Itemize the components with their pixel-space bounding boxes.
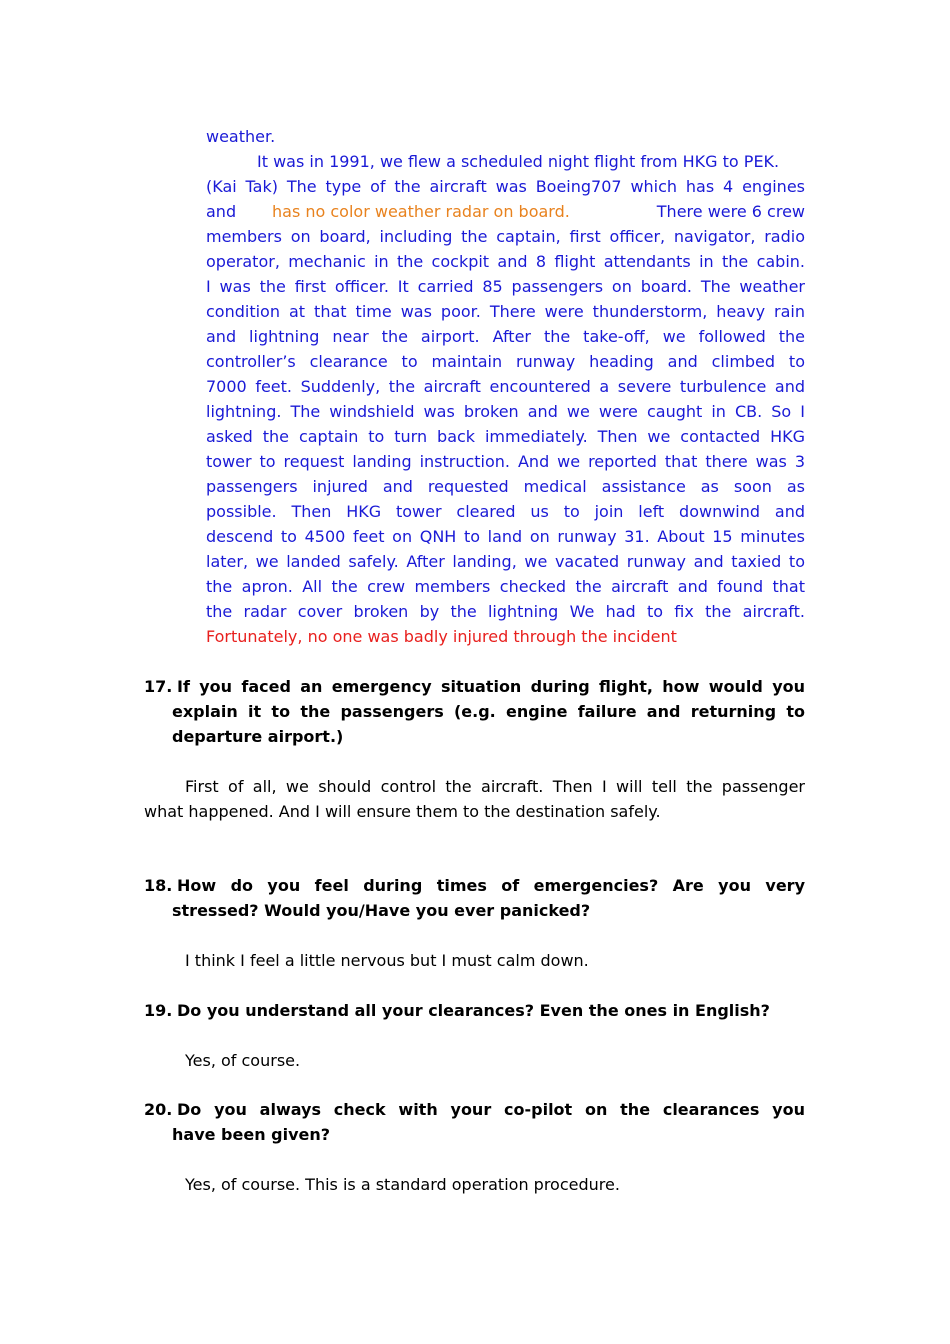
- question-number: 17.: [144, 677, 173, 696]
- story-line: possible. Then HKG tower cleared us to join left downwind and: [206, 502, 805, 521]
- answer-17: First of all, we should control the aircraft. Then I will tell the passenger: [185, 777, 805, 796]
- story-line: asked the captain to turn back immediately. Then we contacted HKG: [206, 427, 805, 446]
- question-19-text: Do you understand all your clearances? Even the ones in English?: [177, 1001, 770, 1020]
- story-line-mixed: [206, 202, 805, 222]
- answer-17: what happened. And I will ensure them to the destination safely.: [144, 802, 661, 821]
- answer-18: I think I feel a little nervous but I must calm down.: [185, 951, 589, 970]
- story-crew: There were 6 crew: [656, 202, 805, 221]
- story-line: passengers injured and requested medical assistance as soon as: [206, 477, 805, 496]
- story-line: descend to 4500 feet on QNH to land on runway 31. About 15 minutes: [206, 527, 805, 546]
- answer-20: Yes, of course. This is a standard operation procedure.: [185, 1175, 620, 1194]
- story-line: It was in 1991, we flew a scheduled night flight from HKG to PEK.: [257, 152, 780, 171]
- question-17-text: If you faced an emergency situation during flight, how would you: [177, 677, 805, 696]
- question-17-text: departure airport.): [172, 727, 344, 746]
- story-line: controller’s clearance to maintain runway heading and climbed to: [206, 352, 805, 371]
- question-number: 18.: [144, 876, 173, 895]
- story-line: the apron. All the crew members checked the aircraft and found that: [206, 577, 805, 596]
- story-line: 7000 feet. Suddenly, the aircraft encountered a severe turbulence and: [206, 377, 805, 396]
- story-line: the radar cover broken by the lightning We had to fix the aircraft.: [206, 602, 805, 621]
- question-number: 19.: [144, 1001, 173, 1020]
- question-18-text: How do you feel during times of emergencies? Are you very: [177, 876, 805, 895]
- story-line: (Kai Tak) The type of the aircraft was Boeing707 which has 4 engines: [206, 177, 805, 196]
- answer-19: Yes, of course.: [185, 1051, 301, 1070]
- question-17-text: explain it to the passengers (e.g. engine failure and returning to: [172, 702, 805, 721]
- question-20-text: have been given?: [172, 1125, 331, 1144]
- story-line: lightning. The windshield was broken and we were caught in CB. So I: [206, 402, 805, 421]
- story-and: and: [206, 202, 237, 221]
- question-20-text: Do you always check with your co-pilot on the clearances you: [177, 1100, 805, 1119]
- question-number: 20.: [144, 1100, 173, 1119]
- story-line: tower to request landing instruction. And we reported that there was 3: [206, 452, 805, 471]
- story-line: weather.: [206, 127, 276, 146]
- story-line: later, we landed safely. After landing, we vacated runway and taxied to: [206, 552, 805, 571]
- radar-highlight: has no color weather radar on board.: [272, 202, 570, 221]
- story-line: condition at that time was poor. There were thunderstorm, heavy rain: [206, 302, 805, 321]
- story-line: members on board, including the captain, first officer, navigator, radio: [206, 227, 805, 246]
- question-18-text: stressed? Would you/Have you ever panicked?: [172, 901, 591, 920]
- story-line: and lightning near the airport. After the take-off, we followed the: [206, 327, 805, 346]
- story-line: operator, mechanic in the cockpit and 8 flight attendants in the cabin.: [206, 252, 805, 271]
- story-line: I was the first officer. It carried 85 passengers on board. The weather: [206, 277, 805, 296]
- story-conclusion: Fortunately, no one was badly injured through the incident: [206, 627, 677, 646]
